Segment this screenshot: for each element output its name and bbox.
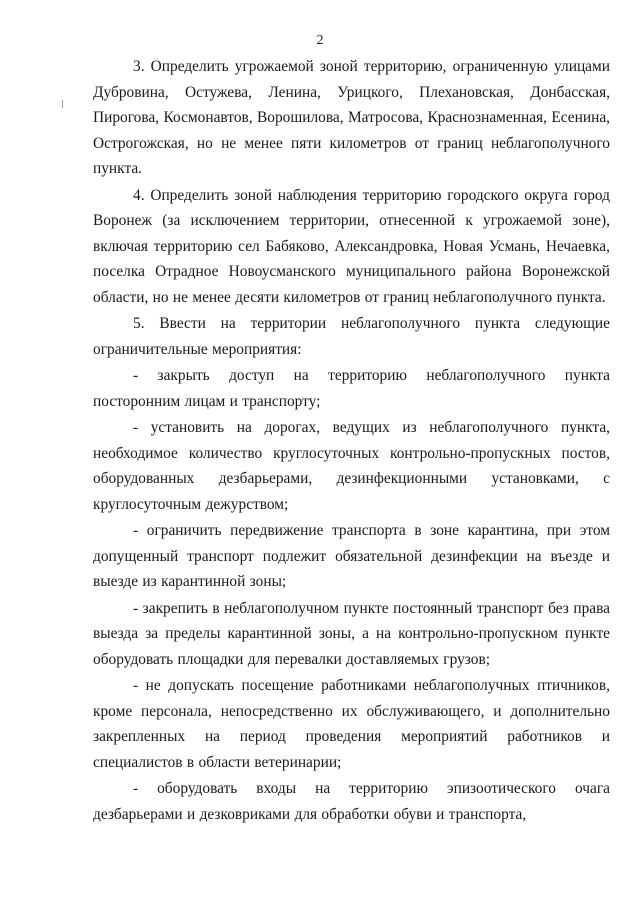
paragraph-item-4: 4. Определить зоной наблюдения территорию городского округа город Воронеж (за исключением территории, отнесенной к угрожаемой зоне), включая территорию сел Бабяково, Александровка, Новая Усмань, Нечаевка, поселка Отрадное Новоусманского муниципального района Воронежской области, но не менее десяти километров от границ неблагополучного пункта. [93,186,610,306]
document-body [93,54,610,827]
measure-disinfection-barriers: - оборудовать входы на территорию эпизоотического очага дезбарьерами и дезковриками для обработки обуви и транспорта, [93,780,610,823]
margin-mark [62,100,63,108]
measure-restrict-access: - закрыть доступ на территорию неблагополучного пункта посторонним лицам и транспорту; [93,367,610,410]
paragraph-item-5: 5. Ввести на территории неблагополучного пункта следующие ограничительные мероприятия: [93,315,610,358]
measure-restrict-visits: - не допускать посещение работниками неблагополучных птичников, кроме персонала, непосредственно их обслуживающего, и дополнительно закрепленных на период проведения мероприятий работников и специалистов в области ветеринарии; [93,677,610,771]
page-number: 2 [316,33,324,48]
measure-assign-transport: - закрепить в неблагополучном пункте постоянный транспорт без права выезда за пределы карантинной зоны, а на контрольно-пропускном пункте оборудовать площадки для перевалки доставляемых грузов; [93,599,610,668]
paragraph-item-3: 3. Определить угрожаемой зоной территорию, ограниченную улицами Дубровина, Остужева, Ленина, Урицкого, Плехановская, Донбасская, Пирогова, Космонавтов, Ворошилова, Матросова, Краснознаменная, Есенина, Острогожская, но не менее пяти километров от границ неблагополучного пункта. [93,58,610,177]
measure-limit-transport: - ограничить передвижение транспорта в зоне карантина, при этом допущенный транспорт подлежит обязательной дезинфекции на въезде и выезде из карантинной зоны; [93,522,610,590]
measure-checkpoints: - установить на дорогах, ведущих из неблагополучного пункта, необходимое количество круглосуточных контрольно-пропускных постов, оборудованных дезбарьерами, дезинфекционными установками, с круглосуточным дежурством; [93,419,610,513]
